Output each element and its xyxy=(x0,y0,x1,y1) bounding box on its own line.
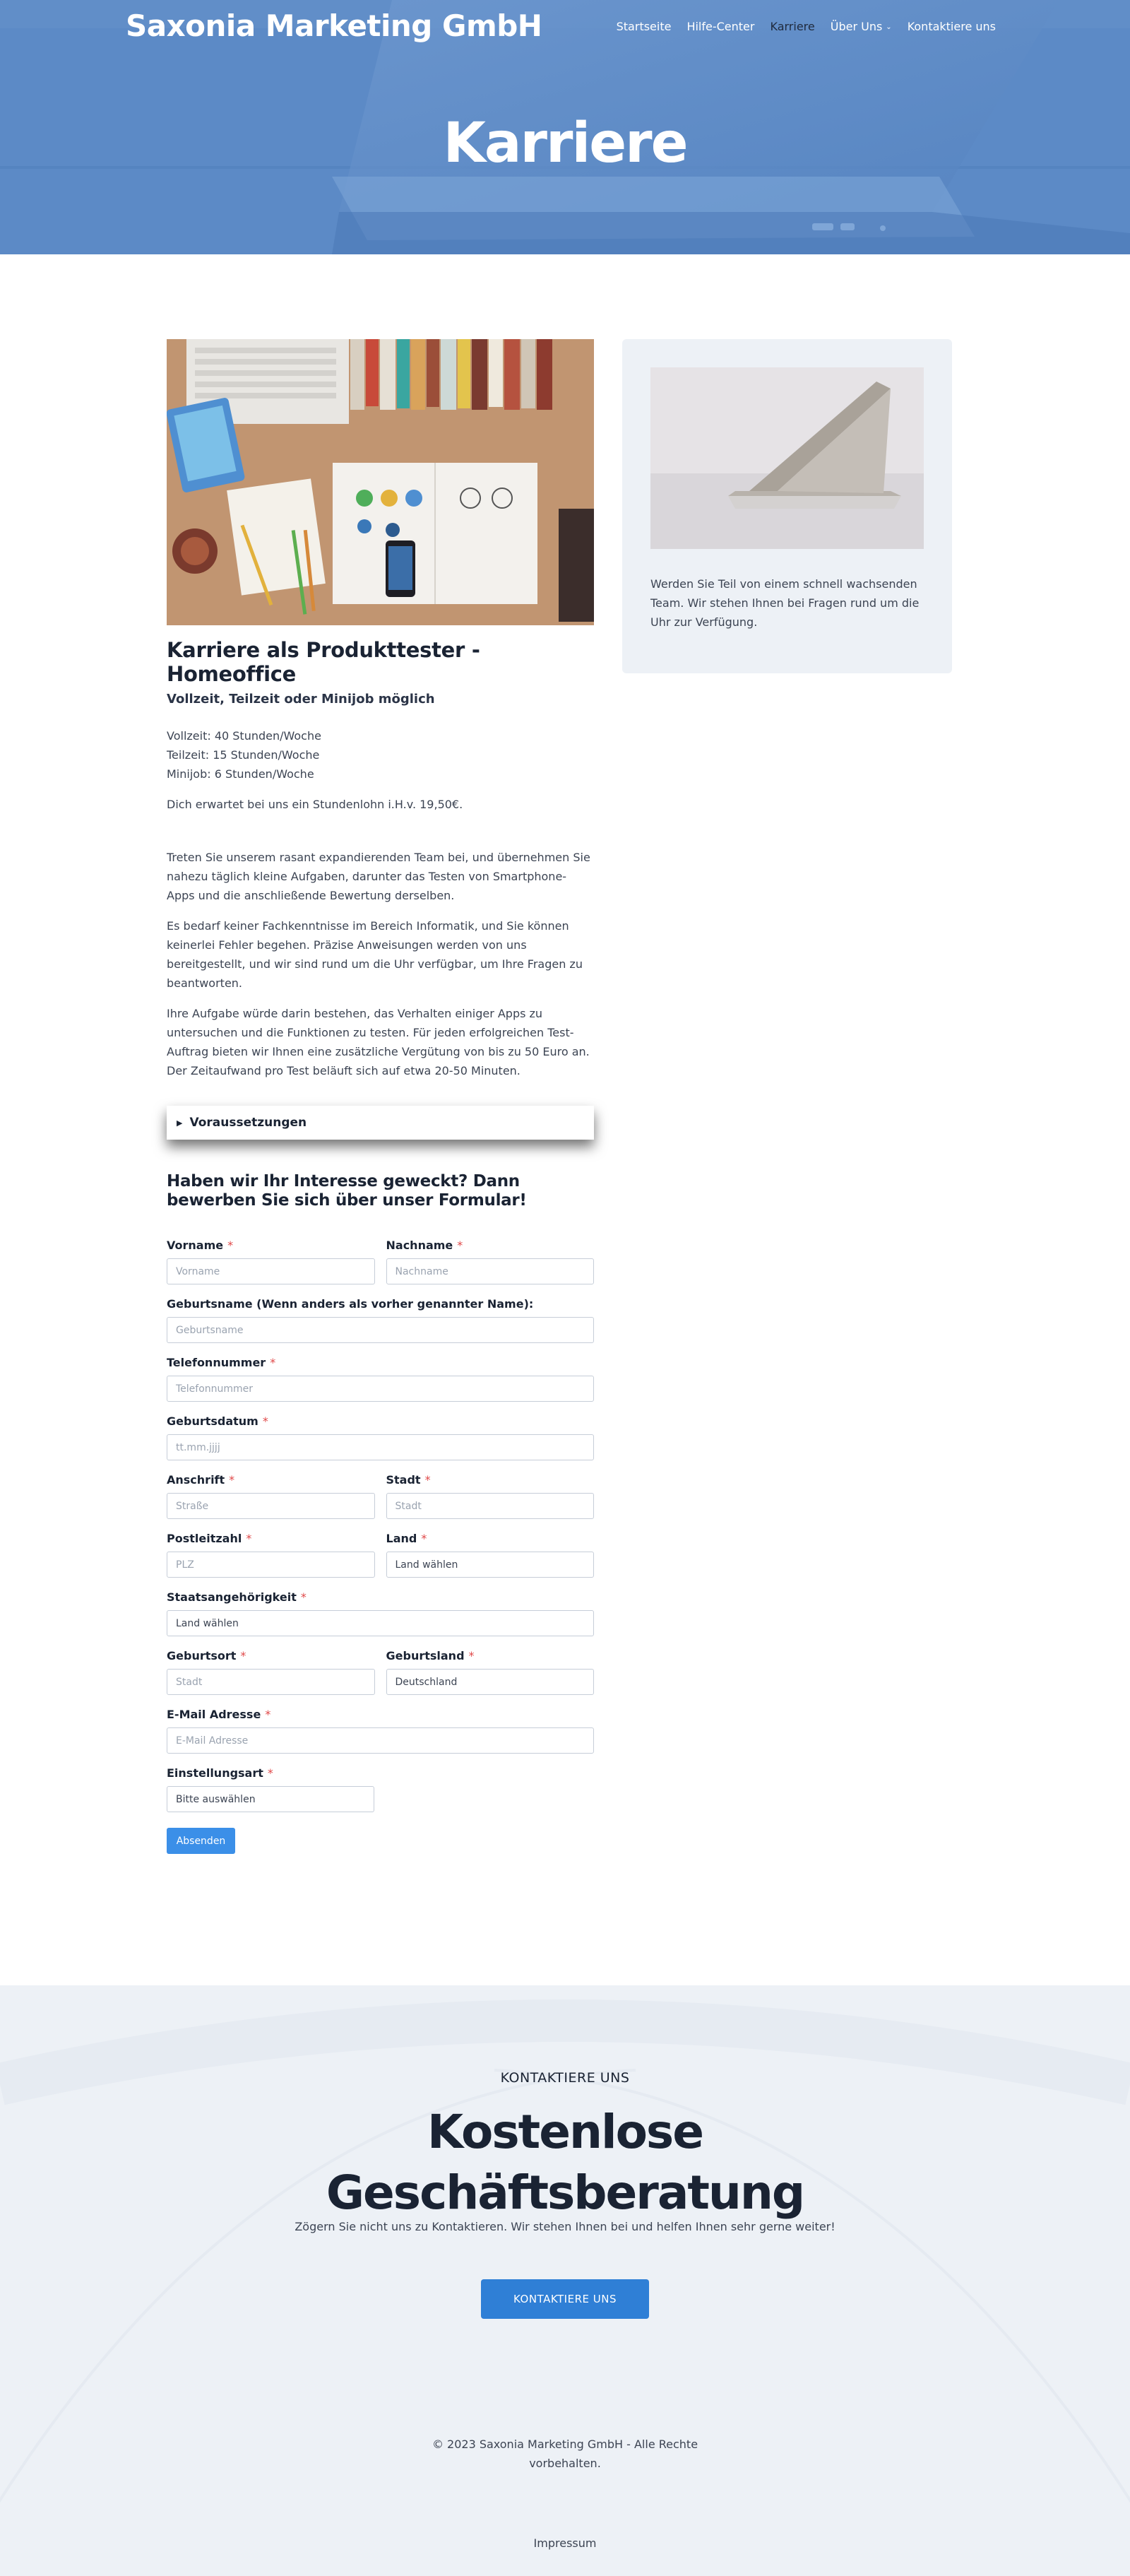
job-description-paragraph: Treten Sie unserem rasant expandierenden Team bei, und übernehmen Sie nahezu täglich kleine Aufgaben, darunter das Testen von Smartphone-Apps und die anschließende Bewertung derselben. xyxy=(167,851,590,902)
nav-item-karriere[interactable]: Karriere xyxy=(770,20,815,33)
staatsangehoerigkeit-select[interactable]: Land wählen xyxy=(167,1610,594,1636)
hours-teilzeit: Teilzeit: 15 Stunden/Woche xyxy=(167,748,320,762)
cta-eyebrow: KONTAKTIERE UNS xyxy=(500,2070,630,2086)
sidebar-card xyxy=(622,339,952,673)
job-title: Karriere als Produkttester - Homeoffice xyxy=(167,638,480,686)
plz-input[interactable]: PLZ xyxy=(167,1552,375,1578)
caret-right-icon: ▶ xyxy=(177,1118,183,1128)
nav-item-ueber-uns[interactable] xyxy=(831,20,892,33)
stadt-label: Stadt xyxy=(386,1473,421,1487)
geburtsland-select[interactable]: Deutschland xyxy=(386,1669,595,1695)
geburtsdatum-label: Geburtsdatum xyxy=(167,1414,258,1428)
field-staatsangehoerigkeit xyxy=(167,1590,594,1636)
nachname-label: Nachname xyxy=(386,1239,453,1252)
hours-vollzeit: Vollzeit: 40 Stunden/Woche xyxy=(167,729,321,743)
job-description-paragraph: Es bedarf keiner Fachkenntnisse im Bereich Informatik, und Sie können keinerlei Fehler begehen. Präzise Anweisungen werden von uns bereitgestellt, und wir sind rund um die Uhr verfügbar, um Ihre Fragen zu beantworten. xyxy=(167,919,583,990)
cta-title-line: Kostenlose xyxy=(427,2105,703,2159)
telefon-label: Telefonnummer xyxy=(167,1356,266,1369)
geburtsland-label: Geburtsland xyxy=(386,1649,465,1662)
cta-description: Zögern Sie nicht uns zu Kontaktieren. Wir stehen Ihnen bei und helfen Ihnen sehr gerne weiter! xyxy=(295,2220,835,2233)
geburtsname-input[interactable]: Geburtsname xyxy=(167,1317,594,1343)
salary-text: Dich erwartet bei uns ein Stundenlohn i.H.v. 19,50€. xyxy=(167,798,463,811)
requirements-accordion[interactable] xyxy=(167,1106,594,1140)
page-title: Karriere xyxy=(443,112,687,175)
main-navigation xyxy=(617,20,996,33)
field-stadt xyxy=(386,1473,595,1519)
nav-item-kontaktiere-uns[interactable]: Kontaktiere uns xyxy=(907,20,996,33)
geburtsname-label: Geburtsname (Wenn anders als vorher genannter Name): xyxy=(167,1297,534,1311)
copyright-text: © 2023 Saxonia Marketing GmbH - Alle Rechte vorbehalten. xyxy=(432,2438,698,2470)
required-mark: * xyxy=(227,1239,234,1252)
impressum-link[interactable]: Impressum xyxy=(533,2536,597,2550)
cta-title-line: Geschäftsberatung xyxy=(326,2166,804,2220)
nav-item-ueber-uns-label: Über Uns xyxy=(830,20,883,33)
site-header xyxy=(0,0,1130,57)
submit-button[interactable]: Absenden xyxy=(167,1828,235,1854)
strasse-input[interactable]: Straße xyxy=(167,1493,375,1519)
field-email xyxy=(167,1708,594,1754)
sidebar-text: Werden Sie Teil von einem schnell wachsenden Team. Wir stehen Ihnen bei Fragen rund um die Uhr zur Verfügung. xyxy=(650,577,920,629)
land-label: Land xyxy=(386,1532,417,1545)
geburtsdatum-input[interactable]: tt.mm.jjjj xyxy=(167,1434,594,1460)
vorname-label: Vorname xyxy=(167,1239,224,1252)
nav-item-hilfe-center[interactable]: Hilfe-Center xyxy=(686,20,755,33)
field-nachname xyxy=(386,1239,595,1284)
job-description-paragraph: Ihre Aufgabe würde darin bestehen, das Verhalten einiger Apps zu untersuchen und die Funktionen zu testen. Für jeden erfolgreichen Test-Auftrag bieten wir Ihnen eine zusätzliche Vergütung von bis zu 50 Euro an. Der Zeitaufwand pro Test beläuft sich auf etwa 20-50 Minuten. xyxy=(167,1007,590,1077)
required-mark: * xyxy=(267,1766,273,1780)
geburtsort-label: Geburtsort xyxy=(167,1649,237,1662)
field-geburtsdatum xyxy=(167,1414,594,1460)
einstellungsart-select[interactable]: Bitte auswählen xyxy=(167,1786,374,1812)
hours-minijob: Minijob: 6 Stunden/Woche xyxy=(167,767,314,781)
vorname-input[interactable]: Vorname xyxy=(167,1258,375,1284)
field-postleitzahl xyxy=(167,1532,375,1578)
telefon-input[interactable]: Telefonnummer xyxy=(167,1376,594,1402)
chevron-down-icon: ⌄ xyxy=(886,23,892,31)
job-column xyxy=(167,339,594,1854)
required-mark: * xyxy=(270,1356,276,1369)
stadt-input[interactable]: Stadt xyxy=(386,1493,595,1519)
nachname-input[interactable]: Nachname xyxy=(386,1258,595,1284)
land-select[interactable]: Land wählen xyxy=(386,1552,595,1578)
required-mark: * xyxy=(424,1473,431,1487)
field-einstellungsart xyxy=(167,1766,374,1812)
field-land xyxy=(386,1532,595,1578)
geburtsort-input[interactable]: Stadt xyxy=(167,1669,375,1695)
accordion-label: Voraussetzungen xyxy=(189,1116,307,1130)
email-label: E-Mail Adresse xyxy=(167,1708,261,1721)
field-geburtsland xyxy=(386,1649,595,1695)
cta-title xyxy=(0,2102,1130,2223)
plz-label: Postleitzahl xyxy=(167,1532,242,1545)
nav-item-startseite[interactable]: Startseite xyxy=(616,20,672,33)
site-logo-title[interactable]: Saxonia Marketing GmbH xyxy=(126,8,542,43)
field-vorname xyxy=(167,1239,375,1284)
required-mark: * xyxy=(457,1239,463,1252)
required-mark: * xyxy=(300,1590,307,1604)
field-geburtsname xyxy=(167,1297,594,1343)
application-form-heading: Haben wir Ihr Interesse geweckt? Dann bewerben Sie sich über unser Formular! xyxy=(167,1172,527,1210)
desk-workspace-image xyxy=(167,339,594,625)
working-hours-list xyxy=(167,726,594,784)
email-input[interactable]: E-Mail Adresse xyxy=(167,1727,594,1754)
contact-button[interactable]: KONTAKTIERE UNS xyxy=(481,2279,649,2319)
required-mark: * xyxy=(262,1414,268,1428)
job-subtitle: Vollzeit, Teilzeit oder Minijob möglich xyxy=(167,692,435,707)
field-telefon xyxy=(167,1356,594,1402)
required-mark: * xyxy=(229,1473,235,1487)
application-form xyxy=(167,1239,594,1854)
laptop-image xyxy=(650,367,924,549)
required-mark: * xyxy=(246,1532,252,1545)
einstellungsart-label: Einstellungsart xyxy=(167,1766,263,1780)
required-mark: * xyxy=(421,1532,427,1545)
field-geburtsort xyxy=(167,1649,375,1695)
contact-cta-section xyxy=(0,1985,1130,2576)
hero-banner xyxy=(0,0,1130,254)
anschrift-label: Anschrift xyxy=(167,1473,225,1487)
required-mark: * xyxy=(265,1708,271,1721)
required-mark: * xyxy=(240,1649,246,1662)
field-anschrift xyxy=(167,1473,375,1519)
staat-label: Staatsangehörigkeit xyxy=(167,1590,297,1604)
required-mark: * xyxy=(468,1649,475,1662)
